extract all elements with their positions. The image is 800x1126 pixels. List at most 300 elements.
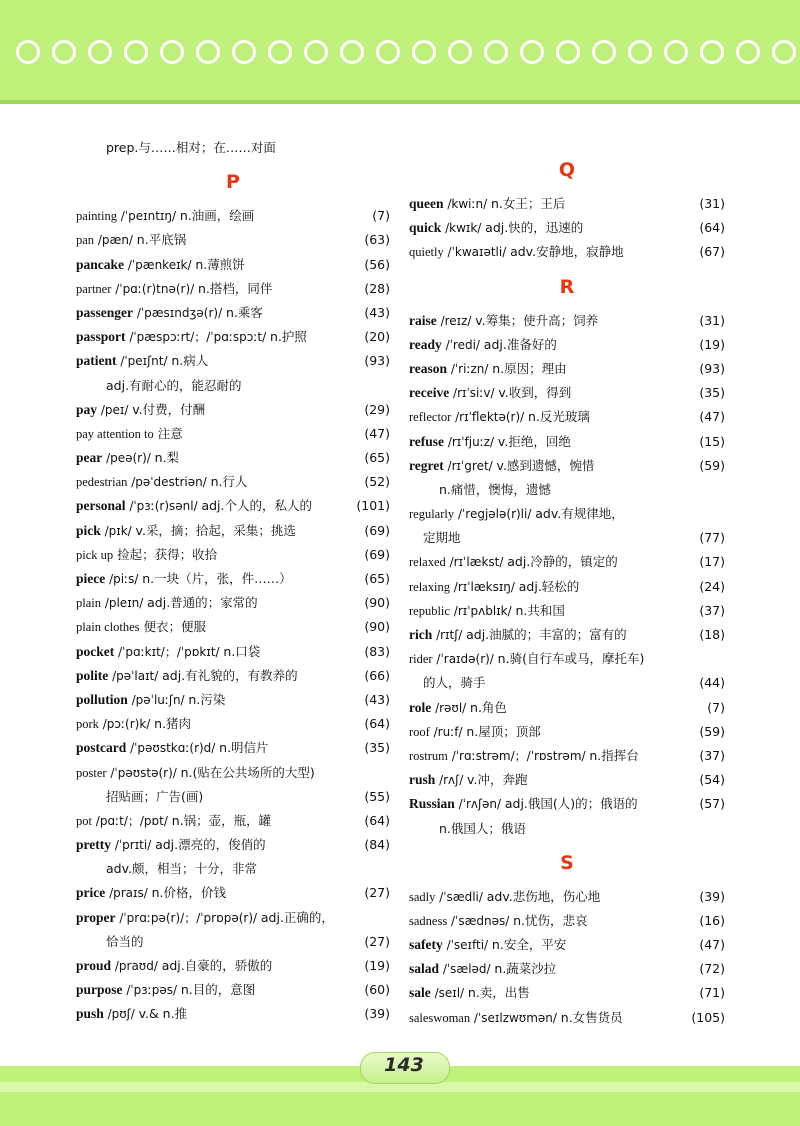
entry-word: regret <box>409 457 444 473</box>
entry-word: pork <box>76 717 99 732</box>
entry-word: refuse <box>409 433 444 449</box>
entry-page-ref: (93) <box>364 353 390 369</box>
entry-word: pay attention to <box>76 426 154 441</box>
entry-page-ref: (29) <box>364 401 390 417</box>
glossary-entry <box>409 216 725 240</box>
entry-definition: 注意 <box>157 425 183 441</box>
section-letter: S <box>560 851 574 874</box>
entry-continuation: n.俄国人；俄语 <box>439 820 526 836</box>
entry-word: republic <box>409 603 450 618</box>
entry-page-ref: (52) <box>364 474 390 490</box>
entry-page-ref: (67) <box>699 244 725 260</box>
entry-pronunciation: /pʊʃ/ <box>103 1007 139 1022</box>
entry-definition: n.薄煎饼 <box>195 256 245 272</box>
entry-word: raise <box>409 312 437 328</box>
glossary-entry <box>409 720 725 744</box>
glossary-entry <box>409 1006 725 1030</box>
entry-word: rush <box>409 772 436 788</box>
entry-definition: n.锅；壶，瓶，罐 <box>171 812 272 828</box>
entry-definition: 捡起；获得；收拾 <box>117 546 218 562</box>
entry-page-ref: (37) <box>699 747 725 763</box>
entry-pronunciation: /rɪˈflektə(r)/ <box>451 410 529 425</box>
entry-pronunciation: /ruːf/ <box>429 724 467 739</box>
entry-page-ref: (35) <box>699 385 725 401</box>
entry-page-ref: (17) <box>699 554 725 570</box>
entry-definition: n.反光玻璃 <box>528 409 590 425</box>
entry-definition: adj.快的，迅速的 <box>485 220 584 236</box>
entry-word: queen <box>409 196 444 211</box>
entry-word: pedestrian <box>76 475 128 490</box>
entry-page-ref: (39) <box>364 1006 390 1022</box>
entry-page-ref: (37) <box>699 602 725 618</box>
glossary-entry <box>76 349 390 373</box>
ring-decoration <box>700 40 724 64</box>
entry-word: roof <box>409 724 430 739</box>
ring-decoration <box>124 40 148 64</box>
glossary-entry <box>409 623 725 647</box>
entry-word: personal <box>76 498 126 514</box>
entry-word: piece <box>76 571 106 586</box>
glossary-entry <box>76 833 390 857</box>
entry-word: patient <box>76 353 117 369</box>
entry-word: passport <box>76 329 126 345</box>
entry-definition: n.目的，意图 <box>180 982 256 998</box>
entry-word: pan <box>76 233 95 248</box>
entry-word: relaxed <box>409 555 446 570</box>
ring-decoration <box>160 40 184 64</box>
banner-divider <box>0 100 800 104</box>
entry-pronunciation: /ˈriːzn/ <box>447 361 493 376</box>
entry-pronunciation: /kwiːn/ <box>443 197 491 211</box>
entry-word: saleswoman <box>409 1010 471 1025</box>
glossary-entry <box>76 785 390 809</box>
entry-definition: n.共和国 <box>515 602 565 618</box>
entry-definition: adv.有规律地， <box>535 506 624 522</box>
glossary-entry <box>409 933 725 957</box>
entry-definition: n.一块（片，张，件……） <box>142 571 292 586</box>
entry-word: plain clothes <box>76 620 140 635</box>
entry-definition: n.原因；理由 <box>492 360 567 376</box>
entry-definition: adv.安静地，寂静地 <box>510 244 624 260</box>
glossary-entry <box>409 430 725 454</box>
entry-pronunciation: /pleɪn/ <box>101 596 148 611</box>
glossary-entry <box>76 809 390 833</box>
entry-word: regularly <box>409 507 455 522</box>
glossary-entry <box>76 470 390 494</box>
entry-definition: n.护照 <box>269 329 307 345</box>
entry-continuation: 招贴画；广告(画) <box>106 788 204 804</box>
ring-decoration <box>484 40 508 64</box>
ring-decoration <box>52 40 76 64</box>
glossary-entry <box>76 881 390 905</box>
glossary-entry <box>76 136 390 160</box>
entry-word: rider <box>409 652 433 667</box>
glossary-entry <box>76 591 390 615</box>
entry-page-ref: (101) <box>356 498 390 514</box>
entry-page-ref: (7) <box>372 208 390 224</box>
glossary-entry <box>409 909 725 933</box>
section-letter: P <box>226 171 240 194</box>
ring-decoration <box>196 40 220 64</box>
entry-page-ref: (35) <box>364 740 390 756</box>
entry-pronunciation: /seɪl/ <box>430 986 468 1001</box>
entry-page-ref: (84) <box>364 837 390 853</box>
entry-page-ref: (90) <box>364 619 390 635</box>
section-letter: R <box>559 275 575 298</box>
entry-pronunciation: /ˈpɑːkɪt/；/ˈpɒkɪt/ <box>114 644 224 659</box>
ring-decoration <box>448 40 472 64</box>
ring-decoration <box>340 40 364 64</box>
entry-word: relaxing <box>409 579 450 594</box>
ring-decoration <box>412 40 436 64</box>
entry-pronunciation: /ˈprɪti/ <box>111 838 156 853</box>
entry-page-ref: (15) <box>699 433 725 449</box>
entry-word: purpose <box>76 982 123 998</box>
entry-definition: v.冲，奔跑 <box>467 772 528 788</box>
header-banner <box>0 0 800 104</box>
entry-definition: n.价格，价钱 <box>151 885 226 901</box>
entry-word: ready <box>409 336 442 352</box>
entry-pronunciation: /ˈpæspɔːrt/；/ˈpɑːspɔːt/ <box>125 330 270 345</box>
entry-word: quietly <box>409 245 444 260</box>
ring-decoration <box>268 40 292 64</box>
glossary-entry <box>76 906 390 930</box>
entry-definition: n.屋顶；顶部 <box>466 723 541 739</box>
glossary-entry <box>409 526 725 550</box>
entry-word: reason <box>409 360 448 376</box>
entry-pronunciation: /rɪˈfjuːz/ <box>444 434 498 449</box>
entry-continuation: n.痛惜，懊悔，遗憾 <box>439 481 551 497</box>
entry-definition: adj.正确的， <box>260 909 334 925</box>
entry-definition: v.拒绝，回绝 <box>497 433 571 449</box>
glossary-entry <box>76 712 390 736</box>
entry-pronunciation: /ˈredi/ <box>441 337 484 352</box>
entry-page-ref: (60) <box>364 982 390 998</box>
entry-page-ref: (93) <box>699 360 725 376</box>
entry-pronunciation: /pəˈdestriən/ <box>127 475 211 490</box>
ring-decoration <box>772 40 796 64</box>
entry-pronunciation: /pɑːt/；/pɒt/ <box>91 813 172 828</box>
entry-word: proper <box>76 909 116 925</box>
entry-definition: n.搭档，同伴 <box>197 280 273 296</box>
glossary-entry <box>76 615 390 639</box>
entry-definition: n.病人 <box>171 353 209 369</box>
entry-word: pay <box>76 401 98 417</box>
entry-page-ref: (43) <box>364 304 390 320</box>
entry-page-ref: (59) <box>699 723 725 739</box>
glossary-entry <box>409 240 725 264</box>
glossary-entry <box>76 954 390 978</box>
entry-pronunciation: /rʌʃ/ <box>435 773 468 788</box>
entry-page-ref: (28) <box>364 280 390 296</box>
entry-pronunciation: /rɪˈsiːv/ <box>449 386 499 401</box>
glossary-entry <box>409 550 725 574</box>
glossary-entry <box>409 792 725 816</box>
entry-page-ref: (39) <box>699 888 725 904</box>
glossary-entry <box>76 422 390 446</box>
entry-page-ref: (66) <box>364 667 390 683</box>
glossary-entry <box>76 277 390 301</box>
glossary-entry <box>76 761 390 785</box>
entry-pronunciation: /rɪˈpʌblɪk/ <box>449 603 516 618</box>
entry-page-ref: (71) <box>699 985 725 1001</box>
entry-page-ref: (63) <box>364 232 390 248</box>
entry-pronunciation: /ˈrɑːstrəm/；/ˈrɒstrəm/ <box>447 748 590 763</box>
glossary-entry <box>409 957 725 981</box>
entry-page-ref: (55) <box>364 788 390 804</box>
entry-definition: adj.准备好的 <box>483 336 557 352</box>
entry-page-ref: (77) <box>699 530 725 546</box>
entry-pronunciation: /peɪ/ <box>97 402 133 417</box>
entry-pronunciation: /praʊd/ <box>111 959 162 973</box>
ring-decoration <box>16 40 40 64</box>
entry-pronunciation: /rɪˈlæksɪŋ/ <box>449 579 519 594</box>
entry-page-ref: (83) <box>364 643 390 659</box>
entry-word: pocket <box>76 643 115 659</box>
glossary-entry <box>409 647 725 671</box>
ring-decoration <box>520 40 544 64</box>
entry-definition: adj.有礼貌的，有教养的 <box>162 667 298 683</box>
entry-page-ref: (56) <box>364 256 390 272</box>
entry-pronunciation: /pəˈlaɪt/ <box>108 668 163 683</box>
entry-page-ref: (65) <box>364 450 390 466</box>
glossary-right-column <box>409 148 725 1030</box>
glossary-entry <box>76 978 390 1002</box>
entry-page-ref: (59) <box>699 457 725 473</box>
entry-pronunciation: /ˈpeɪʃnt/ <box>116 354 172 369</box>
glossary-entry <box>409 478 725 502</box>
glossary-entry <box>76 857 390 881</box>
entry-definition: adj.俄国(人)的；俄语的 <box>504 796 638 812</box>
glossary-entry <box>409 885 725 909</box>
entry-definition: v.筹集；使升高；饲养 <box>475 312 599 328</box>
entry-pronunciation: /peə(r)/ <box>102 451 155 466</box>
entry-definition: 便衣；便服 <box>143 619 207 635</box>
glossary-entry <box>409 381 725 405</box>
entry-definition: n.乘客 <box>225 304 263 320</box>
entry-word: plain <box>76 596 101 611</box>
glossary-entry <box>76 567 390 591</box>
entry-word: Russian <box>409 796 455 812</box>
entry-pronunciation: /ˈrʌʃən/ <box>454 797 505 812</box>
entry-word: pollution <box>76 691 128 707</box>
entry-page-ref: (43) <box>364 691 390 707</box>
glossary-entry <box>76 301 390 325</box>
section-letter: Q <box>558 159 576 181</box>
entry-pronunciation: /ˈpɑː(r)tnə(r)/ <box>111 281 198 296</box>
entry-word: pick up <box>76 547 114 562</box>
ring-decoration <box>88 40 112 64</box>
entry-page-ref: (105) <box>691 1009 725 1025</box>
glossary-entry <box>76 688 390 712</box>
entry-page-ref: (7) <box>707 699 725 715</box>
glossary-entry <box>409 357 725 381</box>
entry-continuation: adj.有耐心的，能忍耐的 <box>106 377 242 393</box>
entry-word: role <box>409 699 432 715</box>
entry-definition: n.指挥台 <box>589 747 639 763</box>
entry-definition: n.行人 <box>210 474 248 490</box>
entry-page-ref: (24) <box>699 578 725 594</box>
entry-definition: v.& n.推 <box>138 1006 188 1022</box>
entry-word: sadness <box>409 913 448 928</box>
glossary-entry <box>76 494 390 518</box>
entry-continuation: 的人，骑手 <box>423 675 486 691</box>
entry-word: polite <box>76 667 109 683</box>
entry-word: postcard <box>76 740 127 756</box>
entry-word: push <box>76 1006 104 1022</box>
glossary-entry <box>76 736 390 760</box>
entry-page-ref: (69) <box>364 546 390 562</box>
entry-pronunciation: /ˈsædli/ <box>435 889 487 904</box>
entry-pronunciation: /ˈraɪdə(r)/ <box>432 652 498 667</box>
entry-pronunciation: /rəʊl/ <box>431 700 471 715</box>
entry-pronunciation: /ˈpæsɪndʒə(r)/ <box>133 305 226 320</box>
page-number: 143 <box>384 1054 424 1076</box>
glossary-entry <box>76 398 390 422</box>
glossary-entry <box>76 930 390 954</box>
ring-decoration <box>664 40 688 64</box>
entry-definition: n.油画，绘画 <box>179 208 255 224</box>
entry-word: pick <box>76 522 101 538</box>
entry-page-ref: (19) <box>364 958 390 973</box>
glossary-entry <box>409 502 725 526</box>
entry-pronunciation: /pɔː(r)k/ <box>98 717 155 732</box>
entry-pronunciation: /pəˈluːʃn/ <box>127 692 189 707</box>
glossary-entry <box>76 543 390 567</box>
glossary-entry <box>409 981 725 1005</box>
entry-pronunciation: /reɪz/ <box>436 313 476 328</box>
entry-continuation: prep.与……相对；在……对面 <box>106 140 276 155</box>
glossary-entry <box>76 228 390 252</box>
glossary-entry <box>409 599 725 623</box>
entry-word: pot <box>76 813 92 828</box>
entry-pronunciation: /kwɪk/ <box>441 221 486 236</box>
entry-definition: adj.轻松的 <box>518 578 580 594</box>
entry-pronunciation: /ˈseɪfti/ <box>442 938 492 953</box>
glossary-entry <box>76 664 390 688</box>
entry-page-ref: (47) <box>699 409 725 425</box>
glossary-entry <box>76 640 390 664</box>
entry-page-ref: (54) <box>699 772 725 788</box>
entry-page-ref: (27) <box>364 885 390 901</box>
entry-page-ref: (47) <box>364 425 390 441</box>
entry-definition: n.骑(自行车或马，摩托车) <box>497 651 645 667</box>
entry-pronunciation: /ˈpɜː(r)sənl/ <box>125 499 202 514</box>
entry-word: price <box>76 885 106 901</box>
entry-page-ref: (44) <box>699 675 725 691</box>
entry-word: reflector <box>409 410 452 425</box>
entry-page-ref: (19) <box>699 336 725 352</box>
entry-continuation: 定期地 <box>423 530 461 546</box>
entry-pronunciation: /pæn/ <box>94 233 137 248</box>
entry-word: passenger <box>76 304 133 320</box>
entry-word: receive <box>409 385 450 401</box>
ring-decoration <box>628 40 652 64</box>
glossary-entry <box>76 446 390 470</box>
glossary-entry <box>76 1002 390 1026</box>
entry-definition: n.梨 <box>154 450 180 466</box>
entry-definition: adv.悲伤地，伤心地 <box>486 888 601 904</box>
entry-word: pretty <box>76 837 111 853</box>
entry-definition: n.卖，出售 <box>467 985 530 1001</box>
entry-word: quick <box>409 220 442 236</box>
entry-pronunciation: /ˈkwaɪətli/ <box>443 245 511 260</box>
ring-decoration <box>376 40 400 64</box>
entry-page-ref: (65) <box>364 571 390 586</box>
entry-pronunciation: /ˈpeɪntɪŋ/ <box>116 209 180 224</box>
entry-definition: v.收到，得到 <box>498 385 572 401</box>
ring-decoration <box>556 40 580 64</box>
entry-definition: adj.普通的；家常的 <box>147 595 258 611</box>
entry-word: salad <box>409 961 440 977</box>
entry-definition: n.平底锅 <box>136 232 187 248</box>
entry-page-ref: (64) <box>699 220 725 236</box>
ring-decoration <box>232 40 256 64</box>
glossary-entry <box>409 405 725 429</box>
entry-definition: n.污染 <box>188 691 226 707</box>
glossary-entry <box>409 768 725 792</box>
entry-pronunciation: /rɪtʃ/ <box>432 628 467 642</box>
entry-pronunciation: /praɪs/ <box>105 886 152 901</box>
entry-continuation: adv.颇，相当；十分，非常 <box>106 861 257 877</box>
entry-word: proud <box>76 958 112 973</box>
entry-word: sadly <box>409 889 436 904</box>
entry-pronunciation: /piːs/ <box>105 572 143 586</box>
entry-word: sale <box>409 985 431 1001</box>
entry-definition: n.猪肉 <box>154 716 192 732</box>
entry-definition: n.安全，平安 <box>491 937 567 953</box>
glossary-entry <box>409 744 725 768</box>
entry-definition: adj.个人的，私人的 <box>201 498 312 514</box>
entry-definition: n.女王；王后 <box>490 196 566 211</box>
entry-pronunciation: /pɪk/ <box>100 523 136 538</box>
entry-definition: adj.油腻的；丰富的；富有的 <box>466 627 627 642</box>
ring-decoration <box>736 40 760 64</box>
entry-definition: adj.漂亮的，俊俏的 <box>155 837 266 853</box>
entry-page-ref: (47) <box>699 937 725 953</box>
glossary-entry <box>76 204 390 228</box>
entry-definition: n.口袋 <box>223 643 261 659</box>
entry-definition: n.明信片 <box>219 740 269 756</box>
glossary-entry <box>76 519 390 543</box>
entry-word: pear <box>76 450 103 466</box>
entry-page-ref: (27) <box>364 933 390 949</box>
glossary-entry <box>76 374 390 398</box>
entry-page-ref: (18) <box>699 627 725 642</box>
glossary-entry <box>409 454 725 478</box>
glossary-entry <box>409 192 725 216</box>
entry-page-ref: (64) <box>364 812 390 828</box>
entry-word: safety <box>409 937 443 953</box>
entry-pronunciation: /ˈseɪlzwʊmən/ <box>470 1010 561 1025</box>
entry-pronunciation: /rɪˈgret/ <box>443 458 497 473</box>
glossary-entry <box>409 817 725 841</box>
entry-page-ref: (72) <box>699 961 725 977</box>
entry-pronunciation: /ˈpəʊstkɑː(r)d/ <box>126 741 220 756</box>
entry-page-ref: (31) <box>699 312 725 328</box>
entry-definition: n.蔬菜沙拉 <box>494 961 557 977</box>
glossary-entry <box>409 696 725 720</box>
entry-word: painting <box>76 209 117 224</box>
entry-word: rostrum <box>409 748 448 763</box>
entry-word: partner <box>76 281 112 296</box>
entry-definition: n.角色 <box>470 699 507 715</box>
entry-pronunciation: /ˈpəʊstə(r)/ <box>106 765 181 780</box>
entry-page-ref: (20) <box>364 329 390 345</box>
ring-decoration <box>592 40 616 64</box>
entry-pronunciation: /ˈpænkeɪk/ <box>124 257 196 272</box>
entry-definition: v.感到遗憾，惋惜 <box>496 457 595 473</box>
